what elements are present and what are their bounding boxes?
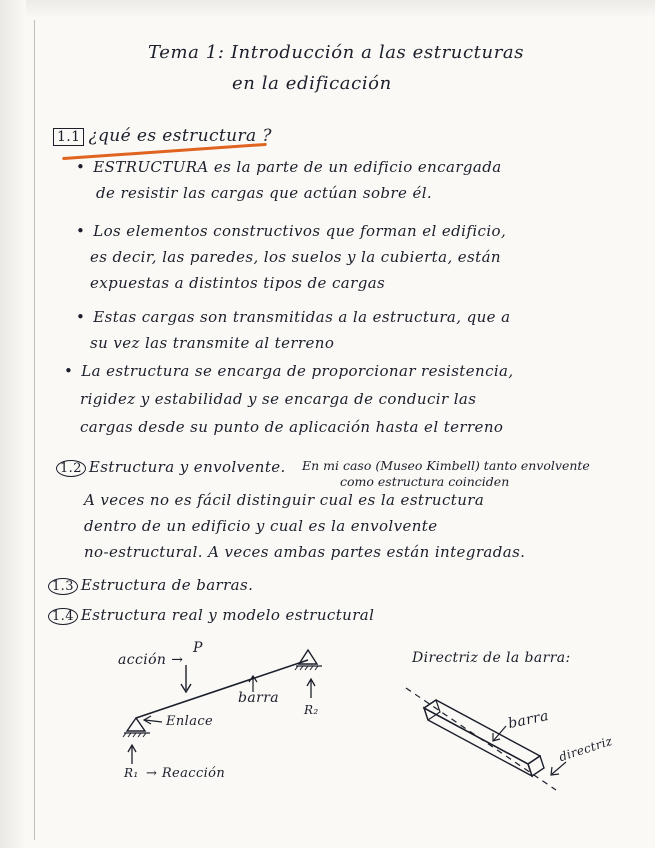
section-title: Estructura y envolvente. [88,458,286,476]
label-bar: barra [238,690,280,706]
label-action: acción → [118,652,184,668]
bullet-3-line-1: • Estas cargas son transmitidas a la estructura, que a [76,308,510,326]
bullet-4-line-2: rigidez y estabilidad y se encarga de conducir las [80,390,477,408]
bullet-2-line-1: • Los elementos constructivos que forman el edificio, [76,222,506,240]
section-1-2-line-2: dentro de un edificio y cual es la envolvente [84,517,438,535]
section-title: Estructura de barras. [80,576,254,594]
bullet-1-line-2: de resistir las cargas que actúan sobre él. [96,184,433,202]
bullet-4-line-3: cargas desde su punto de aplicación hasta el terreno [80,418,504,436]
bullet-2-line-3: expuestas a distintos tipos de cargas [90,274,386,292]
label-r2: R₂ [304,703,319,717]
title-line-1: Tema 1: Introducción a las estructuras [148,42,525,63]
bullet-3-line-2: su vez las transmite al terreno [90,334,335,352]
label-link: Enlace [166,714,214,729]
left-support [127,718,145,731]
directrix-line [406,688,556,790]
section-number: 1.2 [56,460,86,477]
bullet-2-line-2: es decir, las paredes, los suelos y la cubierta, están [90,248,501,266]
section-1-2-aside-2: como estructura coinciden [340,474,510,489]
section-title: Estructura real y modelo estructural [80,606,375,624]
section-number: 1.3 [48,578,78,595]
label-directrix-heading: Directriz de la barra: [412,650,571,666]
bullet-1-line-1: • ESTRUCTURA es la parte de un edificio encargada [76,158,502,176]
section-title: ¿qué es estructura ? [88,126,272,146]
label-bar-right: barra [506,707,551,733]
section-1-2-line-3: no-estructural. A veces ambas partes están integradas. [84,543,526,561]
section-number: 1.4 [48,608,78,625]
label-r1: R₁ [124,766,139,780]
section-1-2-line-1: A veces no es fácil distinguir cual es la estructura [84,491,485,509]
label-reaction: → Reacción [146,766,226,781]
title-line-2: en la edificación [232,73,392,94]
bar-line [136,660,308,718]
label-load-p: P [193,640,203,656]
section-number: 1.1 [53,128,84,146]
label-directrix: directriz [557,733,615,765]
directrix-pointer [552,762,566,774]
bar-label-pointer [494,726,506,740]
section-1-2-aside-1: En mi caso (Museo Kimbell) tanto envolvente [302,458,590,473]
bullet-4-line-1: • La estructura se encarga de proporcionar resistencia, [64,362,514,380]
